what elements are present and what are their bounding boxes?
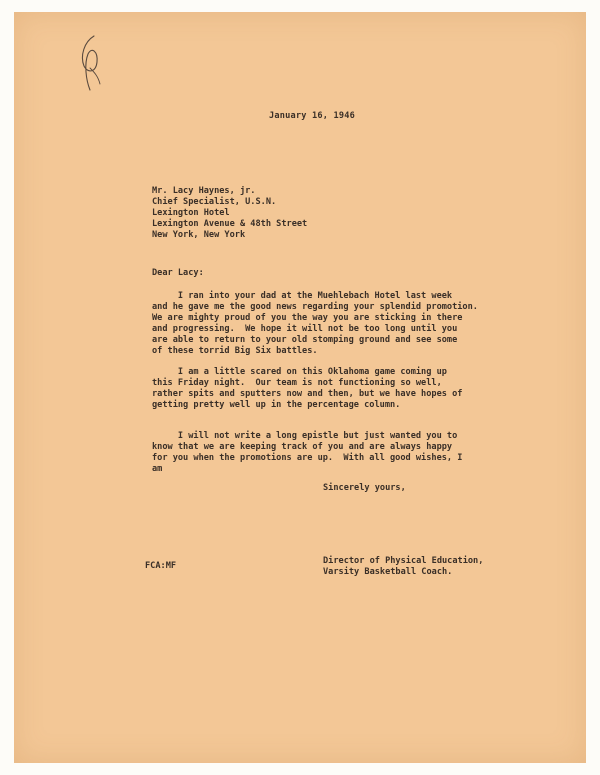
text-line: this Friday night. Our team is not functioning so well, — [152, 378, 442, 388]
address-line: Chief Specialist, U.S.N. — [152, 197, 277, 207]
letter-date: January 16, 1946 — [269, 111, 355, 121]
address-line: New York, New York — [152, 230, 246, 240]
text-line: and progressing. We hope it will not be too long until you — [152, 324, 458, 334]
pencil-mark-icon — [70, 32, 110, 94]
body-paragraph — [152, 431, 462, 475]
letter-paper — [14, 12, 586, 763]
text-line: We are mighty proud of you the way you are sticking in there — [152, 313, 463, 323]
text-line: I ran into your dad at the Muehlebach Hotel last week — [152, 291, 453, 301]
address-line: Lexington Avenue & 48th Street — [152, 219, 308, 229]
text-line: and he gave me the good news regarding your splendid promotion. — [152, 302, 478, 312]
text-line: I will not write a long epistle but just wanted you to — [152, 431, 458, 441]
complimentary-close: Sincerely yours, — [323, 483, 406, 493]
text-line: of these torrid Big Six battles. — [152, 346, 318, 356]
salutation: Dear Lacy: — [152, 268, 204, 278]
body-paragraph — [152, 367, 462, 411]
text-line: getting pretty well up in the percentage column. — [152, 400, 401, 410]
text-line: rather spits and sputters now and then, but we have hopes of — [152, 389, 463, 399]
signature-title-line: Varsity Basketball Coach. — [323, 567, 453, 577]
recipient-address — [152, 186, 307, 241]
text-line: are able to return to your old stomping ground and see some — [152, 335, 458, 345]
body-paragraph — [152, 291, 478, 357]
text-line: am — [152, 464, 163, 474]
address-line: Mr. Lacy Haynes, jr. — [152, 186, 256, 196]
text-line: know that we are keeping track of you and are always happy — [152, 442, 453, 452]
signature-block — [323, 556, 483, 578]
reference-initials: FCA:MF — [145, 561, 177, 571]
text-line: for you when the promotions are up. With all good wishes, I — [152, 453, 463, 463]
text-line: I am a little scared on this Oklahoma game coming up — [152, 367, 447, 377]
signature-title-line: Director of Physical Education, — [323, 556, 484, 566]
address-line: Lexington Hotel — [152, 208, 230, 218]
